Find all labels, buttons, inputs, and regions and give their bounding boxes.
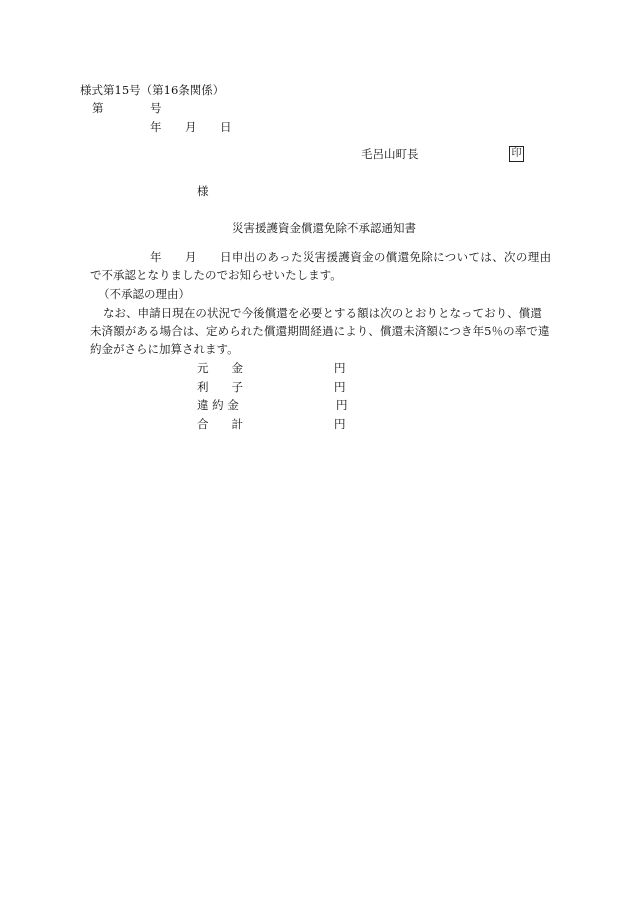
reason-line-2: 未済額がある場合は、定められた償還期間経過により、償還未済額につき年5％の率で違 [90,324,550,338]
date-year: 年 [150,120,162,134]
number-go: 号 [150,101,162,115]
amount-unit-penalty: 円 [336,398,348,412]
body-month: 月 [185,250,197,264]
reason-heading: （不承認の理由） [98,287,190,301]
amount-unit-total: 円 [334,417,346,431]
number-dai: 第 [92,101,104,115]
reason-line-3: 約金がさらに加算されます。 [90,342,239,356]
date-month: 月 [185,120,197,134]
issuer-name: 毛呂山町長 [361,147,419,161]
amount-unit-principal: 円 [334,361,346,375]
body-line-1: 日申出のあった災害援護資金の償還免除については、次の理由 [220,250,552,264]
amount-unit-interest: 円 [334,380,346,394]
amount-label-total: 合 計 [197,417,243,431]
body-line-2: で不承認となりましたのでお知らせいたします。 [90,268,342,282]
seal-stamp: 印 [509,146,524,162]
amount-label-principal: 元 金 [197,361,243,375]
amount-label-penalty: 違 約 金 [197,398,239,412]
amount-label-interest: 利 子 [197,380,243,394]
form-header: 様式第15号（第16条関係） [80,83,225,97]
date-day: 日 [220,120,232,134]
reason-line-1: なお、申請日現在の状況で今後償還を必要とする額は次のとおりとなっており、償還 [103,306,542,320]
document-title: 災害援護資金償還免除不承認通知書 [232,221,416,235]
recipient-suffix: 様 [197,184,209,198]
body-year: 年 [150,250,162,264]
